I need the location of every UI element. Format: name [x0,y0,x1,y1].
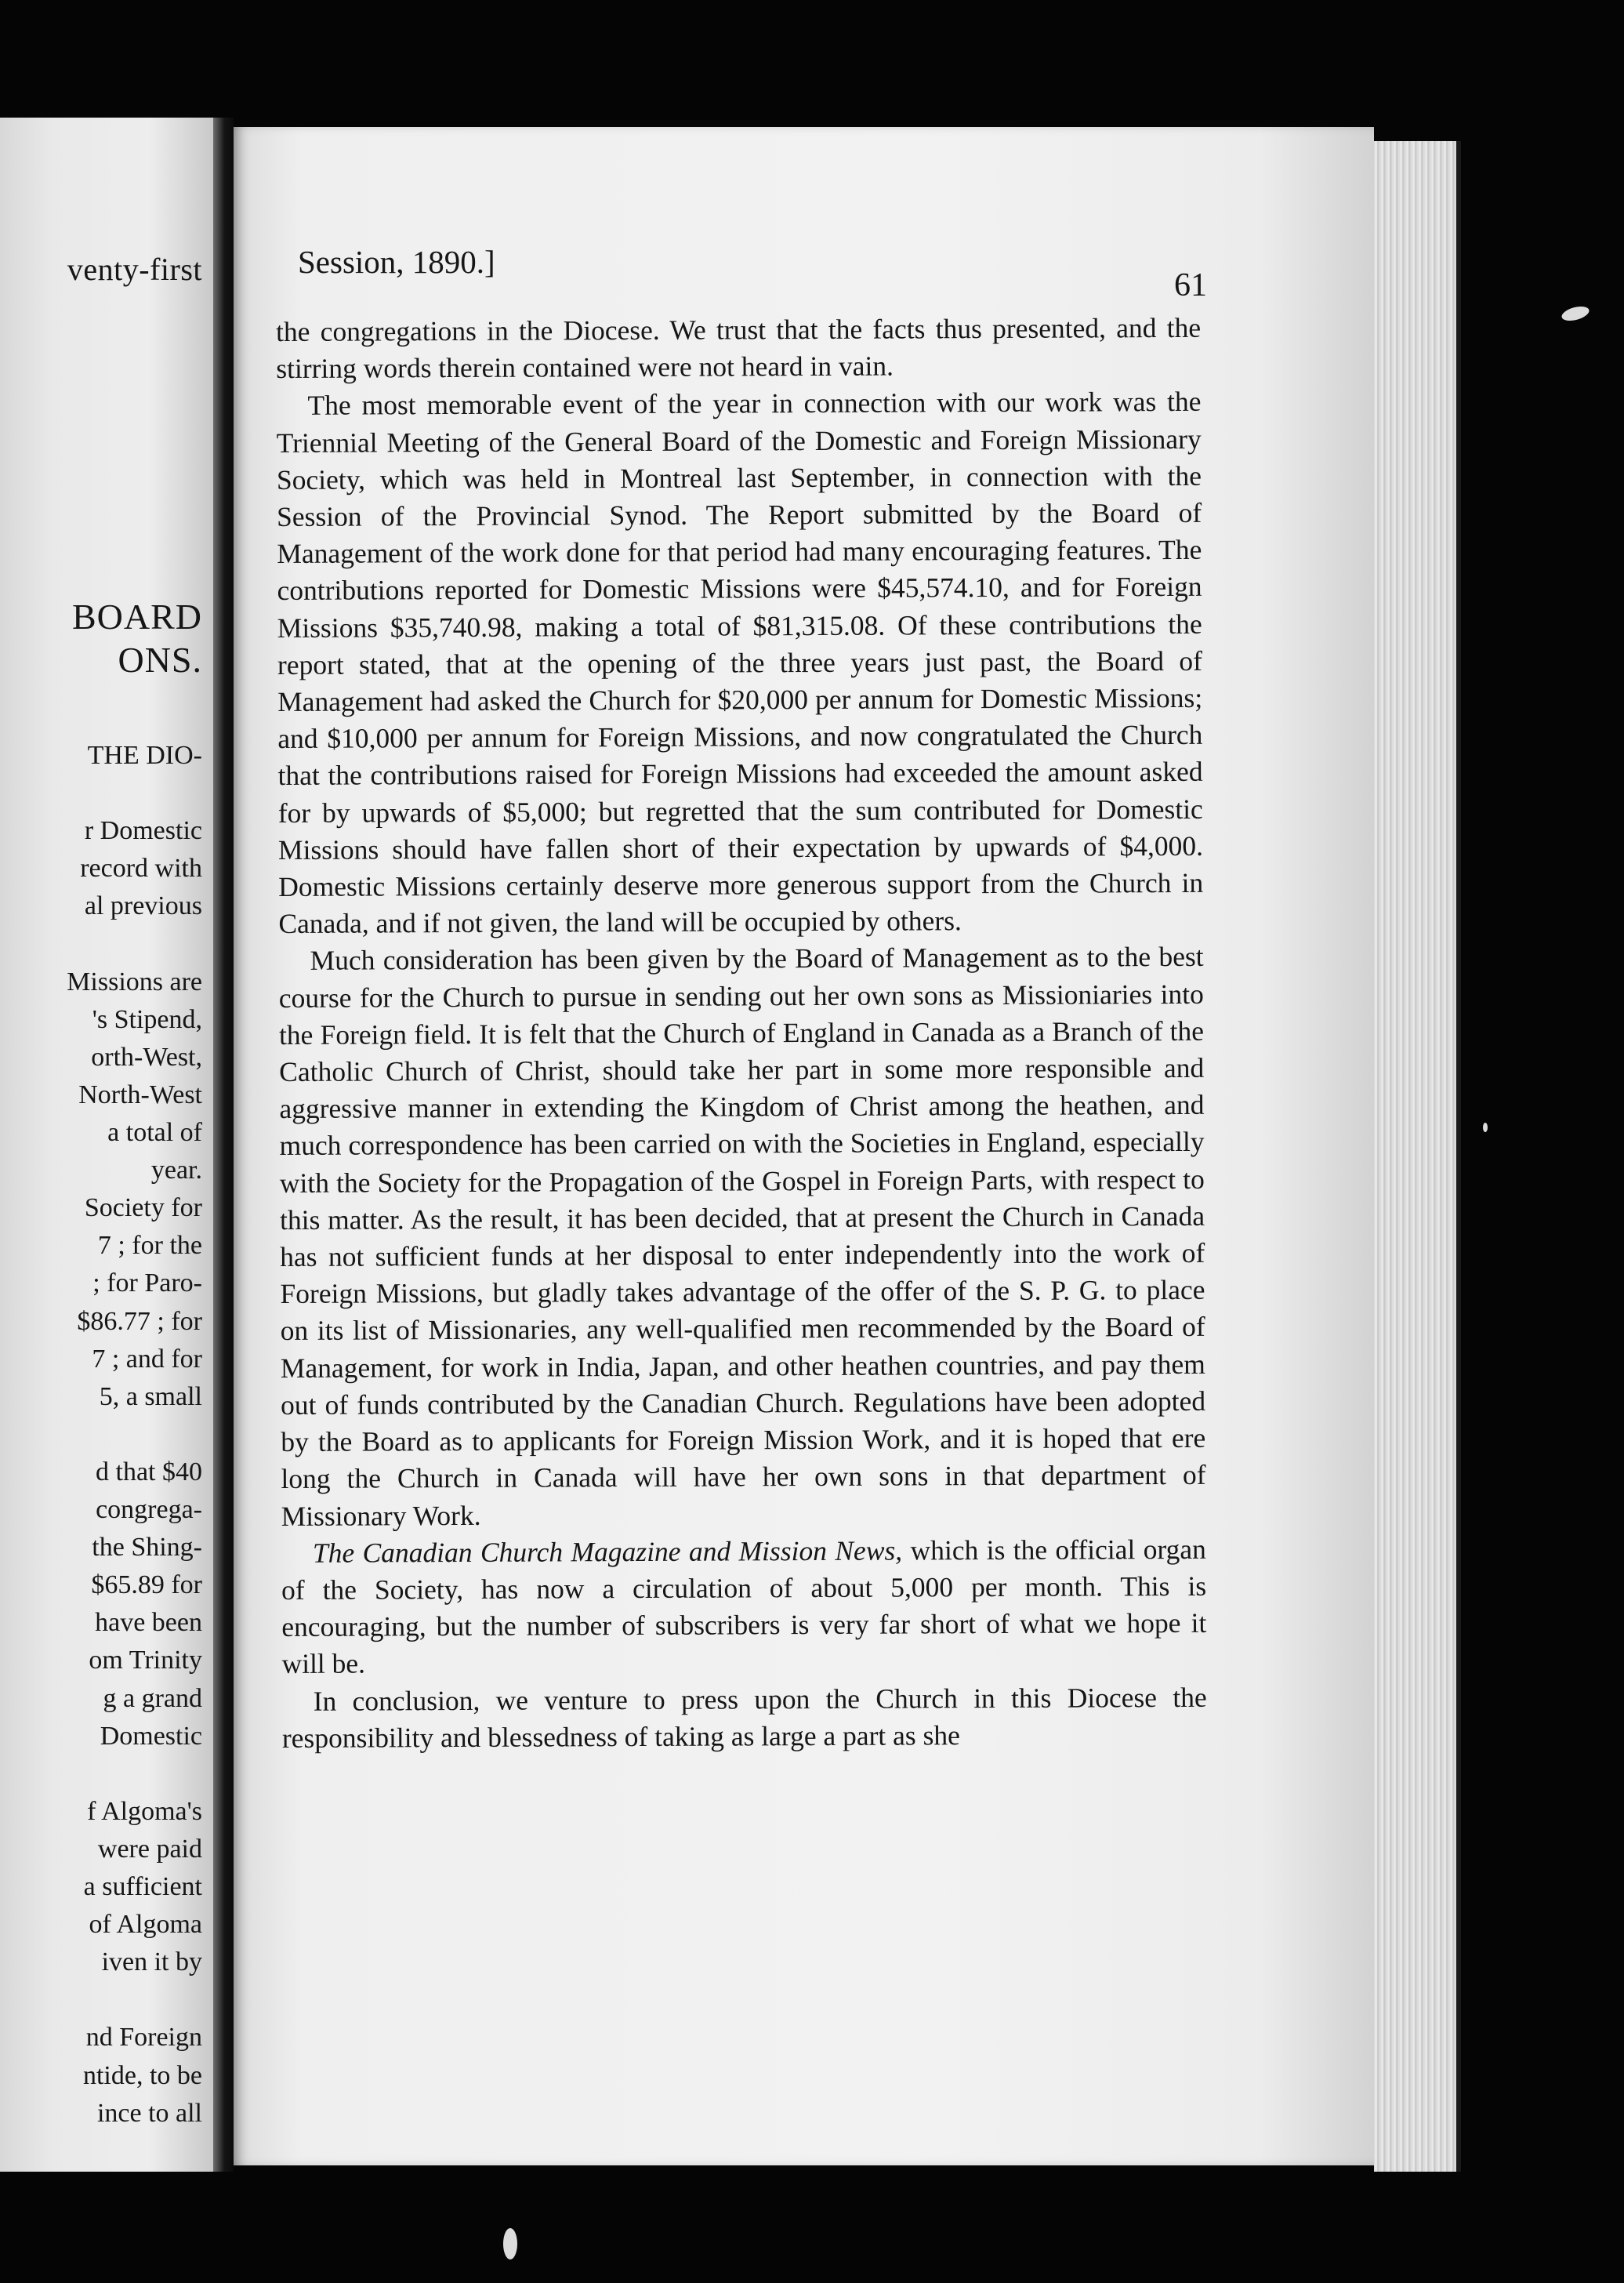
left-page-line: nd Foreign [85,2023,202,2053]
left-page-line: r Domestic [84,816,202,846]
left-page-line: THE DIO- [87,741,202,770]
left-page-line: 7 ; for the [97,1231,202,1261]
page-body [276,310,1207,1757]
book-gutter [213,118,234,2172]
left-page-line: ; for Paro- [92,1269,202,1298]
left-page-line: have been [95,1608,202,1638]
left-page-line: ntide, to be [82,2060,202,2090]
left-page-line: al previous [84,891,202,921]
left-page-line: ince to all [96,2098,202,2128]
paragraph-4 [281,1531,1207,1683]
paragraph-4-text: which is the official organ of the Society, has now a circulation of about 5,000 per month. This is encouraging, but the number of subscribers is very far short of what we hope it will be. [281,1533,1207,1680]
left-page-line: Domestic [100,1721,202,1751]
paragraph-2: The most memorable event of the year in connection with our work was the Triennial Meeting of the General Board of the Domestic and Foreign Missionary Society, which was held in Montreal last September, in connection with the Session of the Provincial Synod. The Report submitted by the Board of Management of the work done for that period had many encouraging features. The contributions reported for Domestic Missions were $45,574.10, and for Foreign Missions $35,740.98, making a total of $81,315.08. Of these contributions the report stated, that at the opening of the three years just past, the Board of Management had asked the Church for $20,000 per annum for Domestic Missions; and $10,000 per annum for Foreign Missions, and now congratulated the Church that the contributions raised for Foreign Missions had exceeded the amount asked for by upwards of $5,000; but regretted that the sum contributed for Domestic Missions should have fallen short of their expectation by upwards of $4,000. Domestic Missions certainly deserve more generous support from the Church in Canada, and if not given, the land will be occupied by others. [276,386,1204,940]
left-page-line: Society for [84,1193,202,1223]
left-page-line: iven it by [101,1947,202,1977]
running-head-title: Session, 1890.] [298,244,495,280]
left-page-line: orth-West, [91,1042,202,1072]
left-page-heading-line-1: BOARD [71,597,202,637]
left-page-line: 's Stipend, [92,1004,202,1034]
left-page-line: the Shing- [92,1533,202,1563]
left-page-fragment [0,118,213,2172]
left-page-line: year. [150,1156,202,1185]
left-page-line: congrega- [96,1495,202,1524]
left-page-line: record with [80,854,202,884]
left-page-line: Missions are [67,967,202,996]
left-page-line: $65.89 for [91,1570,202,1600]
paragraph-3: Much consideration has been given by the Board of Management as to the best course for the Church to pursue in sending out her own sons as Missioniaries into the Foreign field. It is felt that the Church of England in Canada as a Branch of the Catholic Church of Christ, should take her part in some more responsible and aggressive manner in extending the Kingdom of Christ among the heathen, and much correspondence has been carried on with the Societies in England, especially with the Society for the Propagation of the Gospel in Foreign Parts, with respect to this matter. As the result, it has been decided, that at present the Church in Canada has not sufficient funds at her disposal to enter independently into the work of Foreign Missions, but gladly takes advantage of the offer of the S. P. G. to place on its list of Missionaries, any well-qualified men recommended by the Board of Management, for work in India, Japan, and other heathen countries, and pay them out of funds contributed by the Canadian Church. Regulations have been adopted by the Board as to applicants for Foreign Mission Work, and it is hoped that ere long the Church in Canada will have her own sons in that department of Missionary Work. [278,941,1206,1532]
left-page-line: 7 ; and for [92,1344,202,1374]
periodical-title: The Canadian Church Magazine and Mission News, [312,1534,903,1569]
left-page-line: d that $40 [96,1457,202,1486]
scan-speck [1483,1123,1488,1132]
left-page-line: a total of [107,1118,202,1147]
left-page-heading-line-2: ONS. [118,640,202,680]
scan-speck [503,2228,517,2259]
left-page-line: om Trinity [89,1646,202,1675]
left-page-line: of Algoma [89,1910,202,1940]
left-page-line: g a grand [103,1683,202,1713]
left-page-running-head: venty-first [67,252,202,287]
left-page-line: 5, a small [99,1381,202,1411]
scan-speck [1561,304,1591,324]
page-number: 61 [1174,267,1207,303]
left-page-line: $86.77 ; for [77,1306,202,1336]
paragraph-5: In conclusion, we venture to press upon the Church in this Diocese the responsibility and blessedness of taking as large a part as she [281,1681,1207,1754]
left-page-line: a sufficient [83,1872,202,1901]
left-page-line: were paid [97,1834,202,1864]
page-edges [1374,141,1461,2172]
paragraph-1: the congregations in the Diocese. We trust that the facts thus presented, and the stirring words therein contained were not heard in vain. [276,311,1202,385]
left-page-line: f Algoma's [87,1796,202,1826]
running-header [298,243,1207,303]
left-page-line: North-West [78,1080,202,1109]
